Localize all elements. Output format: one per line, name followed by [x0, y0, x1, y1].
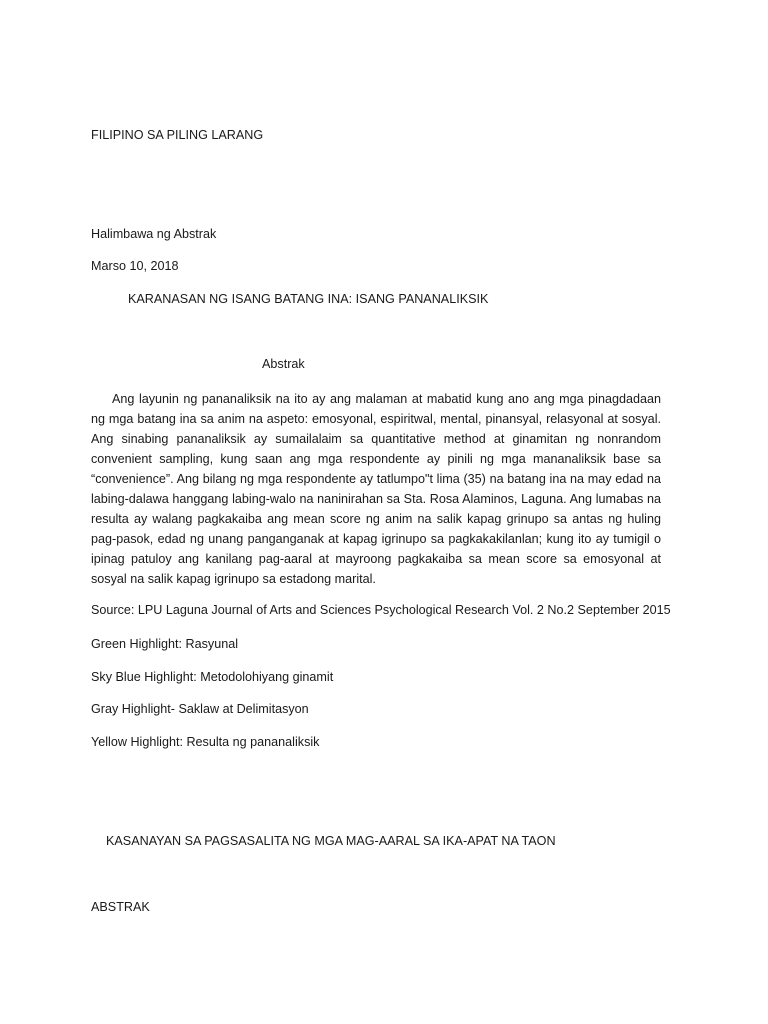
- source-citation: Source: LPU Laguna Journal of Arts and Sciences Psychological Research Vol. 2 No.2 September 2015: [91, 603, 671, 617]
- abstract-heading: Abstrak: [262, 357, 305, 371]
- abstract-paragraph: [91, 389, 661, 589]
- second-research-title: KASANAYAN SA PAGSASALITA NG MGA MAG-AARAL SA IKA-APAT NA TAON: [106, 834, 556, 848]
- example-label: Halimbawa ng Abstrak: [91, 227, 217, 241]
- second-abstract-heading: ABSTRAK: [91, 900, 150, 914]
- highlight-legend-yellow: Yellow Highlight: Resulta ng pananaliksik: [91, 735, 320, 749]
- abstract-text: Ang layunin ng pananaliksik na ito ay ang malaman at mabatid kung ano ang mga pinagdadaan ng mga batang ina sa anim na aspeto: emosyonal, espiritwal, mental, pinansyal, relasyonal at sosyal. Ang sinabing pananaliksik ay sumailalaim sa quantitative method at ginamitan ng nonrandom convenient sampling, kung saan ang mga respondente ay pinili ng mga mananaliksik base sa “convenience”. Ang bilang ng mga respondente ay tatlumpo"t lima (35) na batang ina na may edad na labing-dalawa hanggang labing-walo na naninirahan sa Sta. Rosa Alaminos, Laguna. Ang lumabas na resulta ay walang pagkakaiba ang mean score ng anim na salik kapag grinupo sa antas ng huling pag-pasok, edad ng unang panganganak at kapag igrinupo sa pagkakakilanlan; kung ito ay tumigil o ipinag patuloy ang kanilang pag-aaral at mayroong pagkakaiba sa mean score sa emosyonal at sosyal na salik kapag igrinupo sa estadong marital.: [91, 392, 661, 586]
- research-title: KARANASAN NG ISANG BATANG INA: ISANG PANANALIKSIK: [128, 292, 489, 306]
- highlight-legend-gray: Gray Highlight- Saklaw at Delimitasyon: [91, 702, 309, 716]
- document-date: Marso 10, 2018: [91, 259, 179, 273]
- subject-heading: FILIPINO SA PILING LARANG: [91, 128, 264, 142]
- highlight-legend-sky-blue: Sky Blue Highlight: Metodolohiyang ginamit: [91, 670, 334, 684]
- highlight-legend-green: Green Highlight: Rasyunal: [91, 637, 239, 651]
